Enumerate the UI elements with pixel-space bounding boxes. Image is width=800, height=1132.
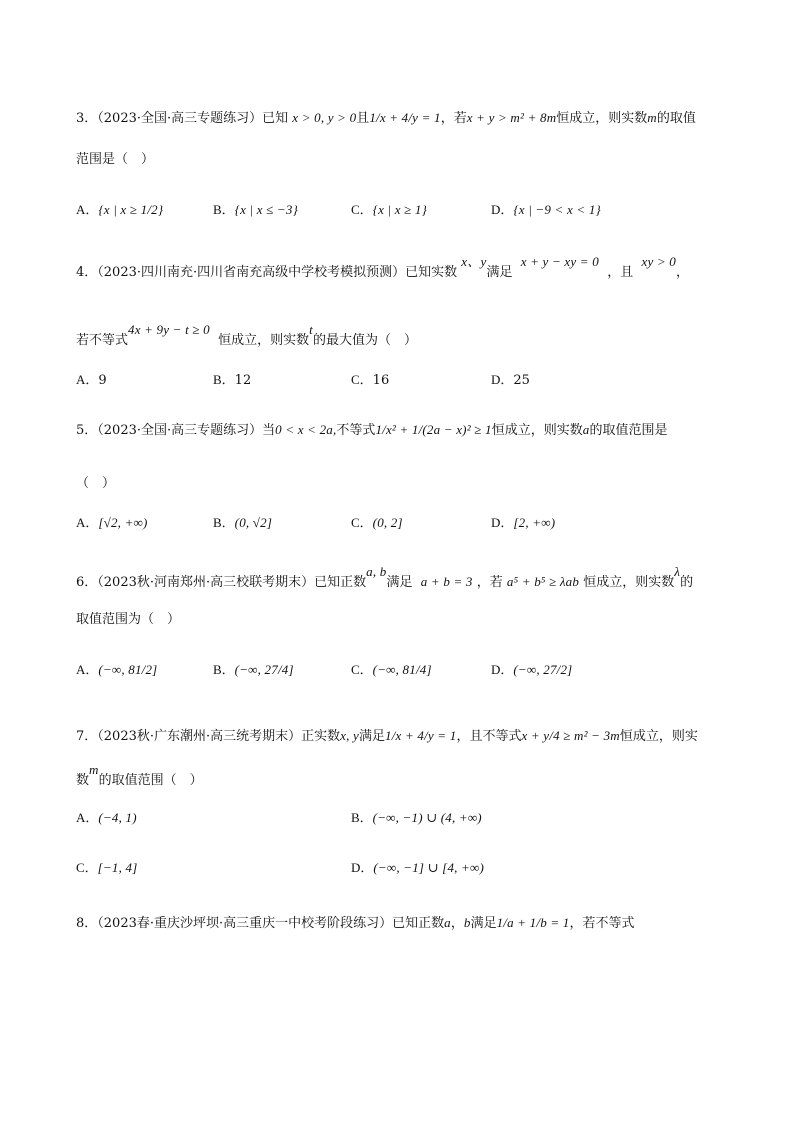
option-value: [2, +∞): [513, 515, 556, 530]
math-expression: 1/x² + 1/(2a − x)² ≥ 1: [375, 422, 492, 437]
option-a: [76, 660, 157, 681]
question-text: ，且: [607, 265, 634, 280]
question-5-line-2: [76, 474, 115, 494]
option-value: (−∞, 27/4]: [234, 662, 294, 677]
question-text: 已知正数: [314, 575, 367, 590]
option-label: C．: [76, 860, 98, 875]
option-label: B．: [213, 662, 235, 677]
option-label: C．: [351, 662, 373, 677]
option-value: 12: [234, 373, 252, 388]
question-text: 的取值范围是: [589, 423, 668, 438]
question-text: 的最大值为（ ）: [312, 333, 417, 348]
question-number: 8．: [76, 916, 98, 931]
math-variable: a: [582, 422, 590, 437]
option-c: [351, 200, 427, 221]
option-c: [351, 513, 403, 534]
question-source: （2023·全国·高三专题练习）: [97, 423, 263, 438]
question-4-line-1: [76, 254, 689, 283]
math-variable: a: [444, 915, 451, 930]
option-label: A．: [76, 515, 99, 530]
math-expression: 4x + 9y − t ≥ 0: [128, 322, 210, 337]
question-number: 3．: [76, 111, 98, 126]
math-variable: m: [647, 110, 657, 125]
question-text: ，: [450, 916, 464, 931]
question-text: ，若不等式: [569, 916, 635, 931]
option-b: [213, 370, 251, 391]
option-c: [351, 370, 389, 391]
question-text: 已知正数: [392, 916, 445, 931]
question-text: （ ）: [76, 476, 116, 491]
option-d: [491, 200, 601, 221]
option-a: [76, 200, 163, 221]
option-a: [76, 370, 107, 391]
math-expression: x + y/4 ≥ m² − 3m: [521, 728, 620, 743]
option-label: C．: [351, 515, 373, 530]
option-value: 9: [98, 373, 107, 388]
question-source: （2023·全国·高三专题练习）: [97, 111, 263, 126]
option-label: C．: [351, 202, 373, 217]
question-source: （2023·四川南充·四川省南充高级中学校考模拟预测）: [97, 265, 406, 280]
math-expression: a + b = 3: [420, 574, 473, 589]
option-value: (−∞, 81/4]: [372, 662, 432, 677]
question-text: 若不等式: [76, 333, 129, 348]
question-text: ，若: [476, 575, 503, 590]
option-d: [491, 513, 555, 534]
option-c: [76, 858, 137, 879]
question-number: 6．: [76, 575, 98, 590]
question-text: 满足: [470, 916, 497, 931]
question-text: 满足: [359, 729, 386, 744]
question-text: ，: [675, 265, 689, 280]
option-value: 25: [513, 373, 530, 388]
option-b: [213, 513, 272, 534]
math-expression: x + y − xy = 0: [520, 254, 599, 269]
option-d: [491, 370, 530, 391]
question-3-line-1: [76, 108, 696, 129]
option-value: {x | −9 < x < 1}: [513, 202, 601, 217]
math-expression: 1/x + 4/y = 1: [385, 728, 457, 743]
option-b: [213, 200, 298, 221]
math-expression: a⁵ + b⁵ ≥ λab: [506, 574, 580, 589]
math-variable: x, y: [340, 728, 359, 743]
question-3-line-2: [76, 150, 154, 170]
question-text: 满足: [486, 265, 513, 280]
question-text: 恒成立，则实数: [556, 111, 648, 126]
question-text: 当: [262, 423, 276, 438]
option-value: (0, 2]: [372, 515, 403, 530]
option-d: [491, 660, 572, 681]
option-label: D．: [351, 860, 374, 875]
question-text: 已知: [262, 111, 289, 126]
option-c: [351, 660, 432, 681]
option-label: B．: [213, 515, 235, 530]
option-label: D．: [491, 662, 514, 677]
option-b: [351, 808, 482, 829]
question-text: 恒成立，则实数: [218, 333, 310, 348]
option-value: {x | x ≥ 1}: [372, 202, 428, 217]
option-label: A．: [76, 662, 99, 677]
option-value: (0, √2]: [234, 515, 273, 530]
option-label: B．: [213, 372, 235, 387]
option-label: D．: [491, 202, 514, 217]
option-label: A．: [76, 202, 99, 217]
option-label: D．: [491, 372, 514, 387]
question-text: 恒成立，则实: [619, 729, 698, 744]
question-number: 4．: [76, 265, 98, 280]
question-text: 的取值: [656, 111, 696, 126]
option-value: (−∞, 81/2]: [98, 662, 158, 677]
option-value: (−∞, 27/2]: [513, 662, 573, 677]
option-value: [−1, 4]: [97, 860, 138, 875]
question-4-line-2: [76, 322, 417, 351]
math-expression: x > 0, y > 0: [292, 110, 357, 125]
question-text: 已知实数: [405, 265, 458, 280]
option-label: C．: [351, 372, 373, 387]
question-text: 且: [356, 111, 370, 126]
question-text: ，若: [440, 111, 467, 126]
question-text: 取值范围为（ ）: [76, 612, 181, 627]
math-expression: 1/x + 4/y = 1: [369, 110, 441, 125]
option-value: 16: [372, 373, 390, 388]
question-number: 5．: [76, 423, 98, 438]
option-value: {x | x ≥ 1/2}: [98, 202, 164, 217]
math-expression: xy > 0: [641, 254, 676, 269]
question-text: ，且不等式: [456, 729, 522, 744]
option-d: [351, 858, 484, 879]
question-text: 恒成立，则实数: [491, 423, 583, 438]
math-variable: b: [463, 915, 471, 930]
math-variable: t: [309, 322, 313, 337]
option-label: D．: [491, 515, 514, 530]
math-variable: λ: [674, 564, 681, 579]
question-6-line-1: [76, 564, 694, 593]
option-value: (−∞, −1) ∪ (4, +∞): [372, 810, 482, 825]
option-value: (−∞, −1] ∪ [4, +∞): [373, 860, 485, 875]
math-expression: x + y > m² + 8m: [466, 110, 557, 125]
question-text: 范围是（ ）: [76, 152, 155, 167]
question-number: 7．: [76, 729, 98, 744]
question-source: （2023秋·广东潮州·高三统考期末）: [97, 729, 302, 744]
question-7-line-2: [76, 762, 203, 791]
question-source: （2023秋·河南郑州·高三校联考期末）: [97, 575, 315, 590]
option-label: A．: [76, 810, 99, 825]
question-source: （2023春·重庆沙坪坝·高三重庆一中校考阶段练习）: [97, 916, 393, 931]
question-8-line-1: [76, 913, 634, 934]
option-value: [√2, +∞): [98, 515, 148, 530]
option-label: B．: [213, 202, 235, 217]
option-a: [76, 808, 137, 829]
option-a: [76, 513, 148, 534]
math-variable: x、y: [461, 254, 487, 269]
question-6-line-2: [76, 610, 180, 630]
option-b: [213, 660, 294, 681]
question-text: 正实数: [301, 729, 341, 744]
option-label: B．: [351, 810, 373, 825]
math-expression: 0 < x < 2a,: [275, 422, 337, 437]
option-value: (−4, 1): [98, 810, 137, 825]
math-variable: a, b: [366, 564, 387, 579]
question-5-line-1: [76, 420, 667, 441]
question-7-line-1: [76, 726, 698, 747]
math-variable: m: [89, 762, 99, 777]
option-value: {x | x ≤ −3}: [234, 202, 298, 217]
question-text: 的取值范围（ ）: [98, 773, 203, 788]
question-text: 数: [76, 773, 90, 788]
option-label: A．: [76, 372, 99, 387]
question-text: 的: [680, 575, 694, 590]
question-text: 满足: [386, 575, 413, 590]
question-text: 恒成立，则实数: [583, 575, 675, 590]
math-expression: 1/a + 1/b = 1: [496, 915, 570, 930]
question-text: 不等式: [336, 423, 376, 438]
